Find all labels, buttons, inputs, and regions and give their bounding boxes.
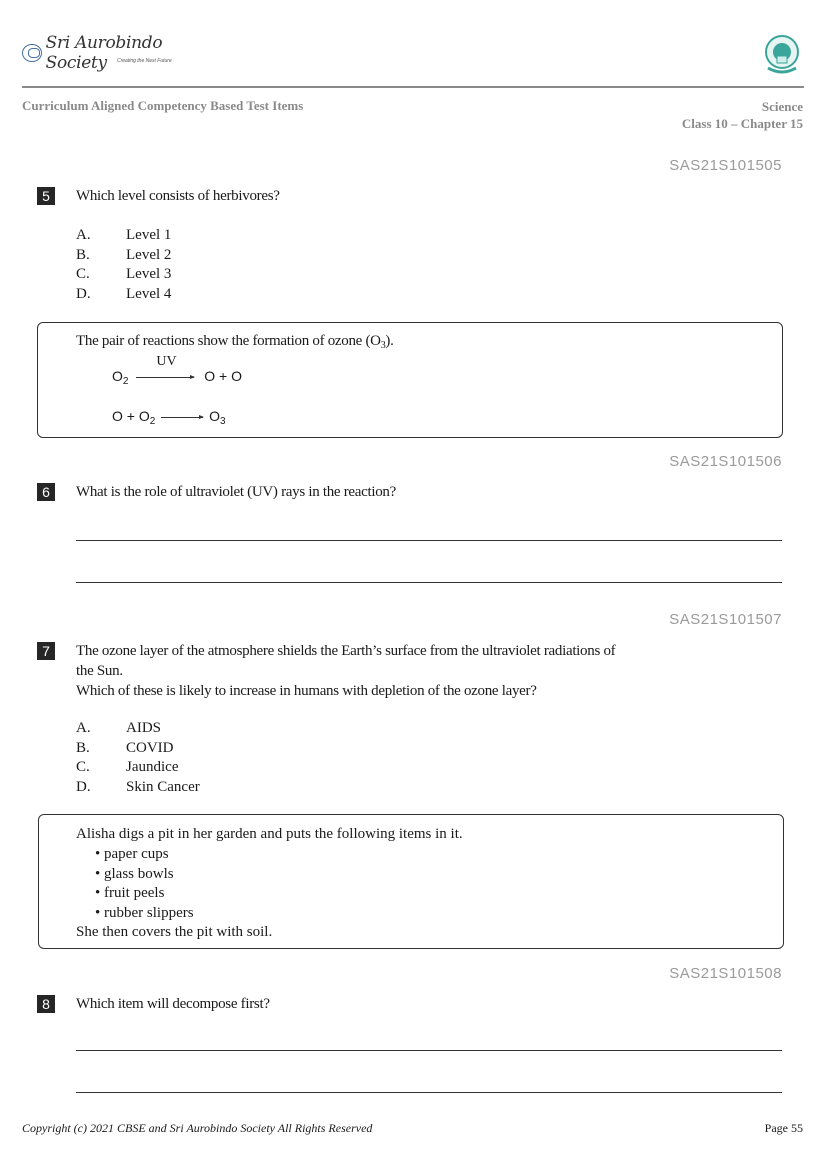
pit-item: • rubber slippers — [95, 904, 194, 921]
arrow-icon — [136, 377, 194, 378]
bullet-icon: • — [95, 865, 105, 882]
reaction-1: $O_2$ UV O + O — [112, 354, 242, 387]
pit-intro: Alisha digs a pit in her garden and puts the following items in it. — [76, 826, 463, 842]
cbse-emblem-icon — [762, 34, 802, 78]
header-divider — [22, 86, 804, 88]
pit-items-list — [95, 845, 194, 923]
org-tagline: Creating the Next Future — [117, 58, 172, 64]
options-list — [76, 226, 171, 304]
answer-line-1[interactable] — [76, 1050, 782, 1051]
subject: Science — [761, 99, 803, 114]
question-number: 6 — [37, 483, 55, 501]
option-b[interactable]: B. Level 2 — [76, 246, 172, 263]
question-number: 7 — [37, 642, 55, 660]
question-text: Which item will decompose first? — [76, 996, 270, 1012]
option-d[interactable]: D. Skin Cancer — [76, 778, 200, 795]
subject-info — [682, 98, 803, 132]
question-text: Which level consists of herbivores? — [76, 188, 280, 204]
pit-outro: She then covers the pit with soil. — [76, 924, 273, 940]
option-b[interactable]: B. COVID — [76, 739, 174, 756]
pit-scenario-box — [38, 814, 784, 949]
options-list — [76, 719, 200, 797]
bullet-icon: • — [95, 904, 105, 921]
ozone-intro: The pair of reactions show the formation of ozone $(O_3)$. — [76, 333, 394, 351]
reaction-2: $O + O_2$ $O_3$ — [112, 408, 226, 427]
option-a[interactable]: A. Level 1 — [76, 227, 172, 243]
option-c[interactable]: C. Jaundice — [76, 759, 179, 775]
question-number: 8 — [37, 995, 55, 1013]
document-title: Curriculum Aligned Competency Based Test Items — [22, 98, 304, 113]
option-a[interactable]: A. AIDS — [76, 720, 162, 736]
pit-item: • paper cups — [95, 846, 169, 862]
answer-line-2[interactable] — [76, 582, 782, 583]
answer-line-2[interactable] — [76, 1092, 782, 1093]
cbse-logo — [762, 34, 802, 78]
question-code: SAS21S101507 — [669, 611, 782, 628]
page-number: Page 55 — [764, 1121, 803, 1135]
question-code: SAS21S101506 — [669, 453, 782, 470]
option-c[interactable]: C. Level 3 — [76, 266, 172, 282]
arrow-icon — [161, 417, 203, 418]
org-name: Sri Aurobindo Society — [45, 33, 163, 73]
option-d[interactable]: D. Level 4 — [76, 285, 172, 302]
question-code: SAS21S101508 — [669, 965, 782, 982]
answer-line-1[interactable] — [76, 540, 782, 541]
question-text: The ozone layer of the atmosphere shields the Earth’s surface from the ultraviolet radiations of the Sun. Which of these is likely to increase in humans with depletion of the ozone layer? — [76, 643, 616, 699]
sri-aurobindo-society-logo — [22, 33, 192, 73]
question-number: 5 — [37, 187, 55, 205]
copyright-notice: Copyright (c) 2021 CBSE and Sri Aurobindo Society All Rights Reserved — [22, 1121, 373, 1135]
pit-item: • glass bowls — [95, 865, 174, 882]
bullet-icon: • — [95, 846, 105, 862]
ozone-reaction-box — [37, 322, 783, 438]
bullet-icon: • — [95, 885, 105, 901]
pit-item: • fruit peels — [95, 885, 165, 901]
question-text: What is the role of ultraviolet (UV) rays in the reaction? — [76, 484, 396, 500]
uv-arrow: UV — [136, 368, 196, 384]
question-code: SAS21S101505 — [669, 157, 782, 174]
society-emblem-icon — [22, 44, 42, 62]
class-chapter: Class 10 – Chapter 15 — [681, 116, 803, 131]
